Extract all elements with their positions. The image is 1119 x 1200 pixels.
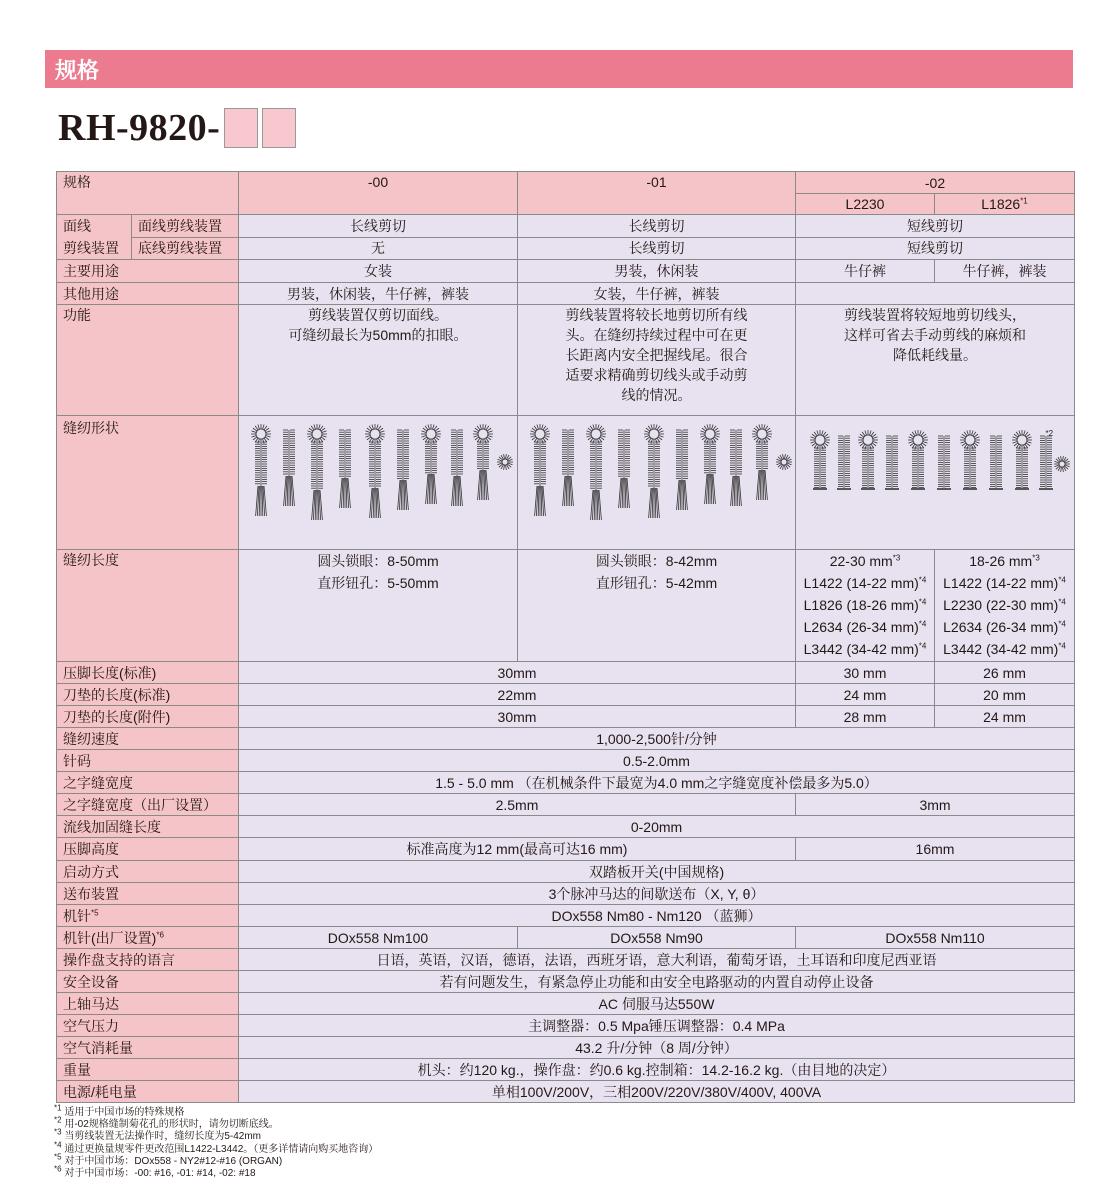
cell-value: 主调整器：0.5 Mpa锤压调整器：0.4 MPa	[239, 1015, 1075, 1037]
row-label: 空气压力	[57, 1015, 239, 1037]
row-label: 针码	[57, 750, 239, 772]
table-row	[57, 993, 1075, 1015]
table-row	[57, 416, 1075, 550]
footnote: $^{*3}$ 当剪线装置无法操作时，缝纫长度为5-42mm	[54, 1128, 262, 1143]
header-l1826: L1826$^{*1}$	[935, 194, 1075, 215]
table-row	[57, 927, 1075, 949]
cell-sew-length-00: 圆头锁眼：8-50mm 直形钮孔：5-50mm	[239, 550, 518, 662]
cell-value: 剪线装置将较长地剪切所有线 头。在缝纫持续过程中可在更 长距离内安全把握线尾。很合 适要求精确剪切线头或手动剪 线的情况。	[518, 305, 796, 416]
table-row	[57, 260, 1075, 283]
label-trimmer-group: 面线 剪线装置	[57, 215, 132, 260]
row-label: 安全设备	[57, 971, 239, 993]
cell-value: 短线剪切	[796, 237, 1075, 260]
buttonhole-stitch-icon	[837, 436, 851, 489]
header-l2230: L2230	[796, 194, 935, 215]
cell-value: DOx558 Nm100	[239, 927, 518, 949]
header-spec: 规格	[57, 172, 239, 215]
buttonhole-stitch-icon	[473, 424, 493, 500]
buttonhole-stitch-icon	[810, 430, 830, 489]
cell-value: 1,000-2,500针/分钟	[239, 728, 1075, 750]
cell-value: 1.5 - 5.0 mm （在机械条件下最宽为4.0 mm之字缝宽度补偿最多为5.0）	[239, 772, 1075, 794]
cell-value: DOx558 Nm80 - Nm120 （蓝狮）	[239, 905, 1075, 927]
cell-value: 0-20mm	[239, 816, 1075, 838]
cell-value: 男装，休闲装，牛仔裤，裤装	[239, 283, 518, 305]
buttonhole-stitch-icon	[730, 430, 742, 506]
model-suffix-box	[262, 108, 296, 148]
cell-value: 20 mm	[935, 684, 1075, 706]
cell-value: 女装，牛仔裤，裤装	[518, 283, 796, 305]
cell-value: 日语，英语，汉语，德语，法语，西班牙语，意大利语，葡萄牙语，土耳语和印度尼西亚语	[239, 949, 1075, 971]
table-row	[57, 237, 1075, 260]
cell-value: AC 伺服马达550W	[239, 993, 1075, 1015]
row-label: 之字缝宽度	[57, 772, 239, 794]
row-label: 主要用途	[57, 260, 239, 283]
row-label: 压脚长度(标准)	[57, 662, 239, 684]
cell-value: 2.5mm	[239, 794, 796, 816]
cell-sew-length-02a: 22-30 $mm^{*3}$ L1422 (14-22 mm)$^{*4}$ L1826 (18-26 mm)$^{*4}$ L2634 (26-34 mm)$^{*4}$ L3442 (34-42 mm)$^{*4}$	[796, 550, 935, 662]
footnote: $^{*6}$ 对于中国市场：-00: #16, -01: #14, -02: #18	[54, 1164, 256, 1180]
note-marker: *2	[1045, 428, 1054, 438]
buttonhole-stitch-icon	[960, 430, 980, 489]
row-label: 机针(出厂设置)$^{*6}$	[57, 927, 239, 949]
cell-value: 双踏板开关(中国规格)	[239, 861, 1075, 883]
cell-value: 30 mm	[796, 662, 935, 684]
cell-stitch-01	[518, 416, 796, 550]
footnote: $^{*4}$ 通过更换量规零件更改范围L1422-L3442。（更多详情请向购买地咨询）	[54, 1140, 379, 1155]
footnotes	[54, 1103, 379, 1180]
stitch-shapes-long-01	[522, 418, 792, 548]
cell-value: 长线剪切	[518, 237, 796, 260]
cell-value: DOx558 Nm110	[796, 927, 1075, 949]
section-title: 规格	[55, 59, 100, 84]
row-label: 刀垫的长度(标准)	[57, 684, 239, 706]
cell-value: 24 mm	[935, 706, 1075, 728]
table-row	[57, 816, 1075, 838]
table-row	[57, 305, 1075, 416]
table-row	[57, 905, 1075, 927]
buttonhole-stitch-icon	[365, 424, 385, 518]
buttonhole-stitch-icon	[339, 430, 351, 508]
cell-value: 女装	[239, 260, 518, 283]
cell-value: 长线剪切	[518, 215, 796, 238]
cell-value: 28 mm	[796, 706, 935, 728]
buttonhole-stitch-icon	[676, 430, 688, 510]
cell-value: 剪线装置仅剪切面线。 可缝纫最长为50mm的扣眼。	[239, 305, 518, 416]
cell-value: 26 mm	[935, 662, 1075, 684]
table-row	[57, 283, 1075, 305]
footnote: $^{*1}$ 适用于中国市场的特殊规格	[54, 1103, 185, 1118]
label-needle-trimmer: 面线剪线装置	[132, 215, 239, 238]
row-label: 缝纫长度	[57, 550, 239, 662]
header-02: -02	[796, 172, 1075, 194]
cell-value: 若有问题发生，有紧急停止功能和由安全电路驱动的内置自动停止设备	[239, 971, 1075, 993]
table-row	[57, 728, 1075, 750]
cell-value: 30mm	[239, 706, 796, 728]
buttonhole-stitch-icon	[451, 430, 463, 506]
cell-value: 3个脉冲马达的间歇送布（X, Y, θ）	[239, 883, 1075, 905]
cell-value: 22mm	[239, 684, 796, 706]
buttonhole-stitch-icon	[397, 430, 409, 510]
buttonhole-stitch-icon	[858, 430, 878, 489]
buttonhole-stitch-icon	[421, 424, 441, 504]
buttonhole-stitch-icon	[989, 436, 1003, 489]
stitch-shapes-short-02	[800, 418, 1070, 548]
table-row	[57, 1081, 1075, 1103]
header-00: -00	[239, 172, 518, 215]
table-row	[57, 883, 1075, 905]
cell-sew-length-02b: 18-26 $mm^{*3}$ L1422 (14-22 mm)$^{*4}$ L2230 (22-30 mm)$^{*4}$ L2634 (26-34 mm)$^{*4}$ L3442 (34-42 mm)$^{*4}$	[935, 550, 1075, 662]
cell-value: 机头：约120 kg.，操作盘：约0.6 kg.控制箱：14.2-16.2 kg.（由目地的决定）	[239, 1059, 1075, 1081]
row-label: 流线加固缝长度	[57, 816, 239, 838]
buttonhole-stitch-icon	[530, 424, 550, 516]
table-row	[57, 861, 1075, 883]
label-bobbin-trimmer: 底线剪线装置	[132, 237, 239, 260]
model-heading	[58, 104, 296, 152]
eyelet-stitch-icon	[1054, 456, 1070, 472]
cell-value: 43.2 升/分钟（8 周/分钟）	[239, 1037, 1075, 1059]
cell-value: 单相100V/200V，三相200V/220V/380V/400V, 400VA	[239, 1081, 1075, 1103]
row-label: 缝纫速度	[57, 728, 239, 750]
buttonhole-stitch-icon	[618, 430, 630, 508]
row-label: 上轴马达	[57, 993, 239, 1015]
buttonhole-stitch-icon	[937, 436, 951, 489]
row-label: 机针$^{*5}$	[57, 905, 239, 927]
table-row	[57, 550, 1075, 662]
row-label: 空气消耗量	[57, 1037, 239, 1059]
cell-value: 标准高度为12 mm(最高可达16 mm)	[239, 838, 796, 861]
cell-value: 30mm	[239, 662, 796, 684]
cell-value: 剪线装置将较短地剪切线头， 这样可省去手动剪线的麻烦和 降低耗线量。	[796, 305, 1075, 416]
table-row	[57, 971, 1075, 993]
table-row	[57, 750, 1075, 772]
table-row	[57, 215, 1075, 238]
buttonhole-stitch-icon	[251, 424, 271, 516]
cell-value: 短线剪切	[796, 215, 1075, 238]
cell-stitch-02	[796, 416, 1075, 550]
cell-value: 牛仔裤	[796, 260, 935, 283]
cell-stitch-00	[239, 416, 518, 550]
buttonhole-stitch-icon	[1012, 430, 1032, 489]
row-label: 启动方式	[57, 861, 239, 883]
row-label: 送布装置	[57, 883, 239, 905]
table-row	[57, 1037, 1075, 1059]
table-row	[57, 706, 1075, 728]
cell-value: 16mm	[796, 838, 1075, 861]
header-01: -01	[518, 172, 796, 215]
buttonhole-stitch-icon	[586, 424, 606, 520]
buttonhole-stitch-icon	[752, 424, 772, 500]
cell-sew-length-01: 圆头锁眼：8-42mm 直形钮孔：5-42mm	[518, 550, 796, 662]
table-row	[57, 949, 1075, 971]
cell-value: 0.5-2.0mm	[239, 750, 1075, 772]
buttonhole-stitch-icon	[700, 424, 720, 504]
cell-value: 长线剪切	[239, 215, 518, 238]
table-row	[57, 684, 1075, 706]
buttonhole-stitch-icon	[562, 430, 574, 506]
table-row	[57, 772, 1075, 794]
cell-value: 3mm	[796, 794, 1075, 816]
buttonhole-stitch-icon	[283, 430, 295, 506]
table-row	[57, 1015, 1075, 1037]
row-label: 刀垫的长度(附件)	[57, 706, 239, 728]
cell-value: 无	[239, 237, 518, 260]
model-title: RH-9820-	[58, 107, 221, 149]
eyelet-stitch-icon	[497, 454, 513, 470]
stitch-shapes-long-00	[243, 418, 513, 548]
spec-table	[56, 171, 1075, 1103]
section-banner	[45, 50, 1073, 88]
row-label: 电源/耗电量	[57, 1081, 239, 1103]
buttonhole-stitch-icon	[908, 430, 928, 489]
table-row	[57, 794, 1075, 816]
row-label: 重量	[57, 1059, 239, 1081]
footnote: $^{*5}$ 对于中国市场：DOx558 - NY2#12-#16 (ORGAN)	[54, 1152, 283, 1167]
table-row	[57, 662, 1075, 684]
eyelet-stitch-icon	[776, 454, 792, 470]
row-label: 操作盘支持的语言	[57, 949, 239, 971]
cell-value	[796, 283, 1075, 305]
buttonhole-stitch-icon	[885, 436, 899, 489]
cell-value: 牛仔裤，裤装	[935, 260, 1075, 283]
row-label: 之字缝宽度（出厂设置）	[57, 794, 239, 816]
table-row	[57, 172, 1075, 194]
row-label: 其他用途	[57, 283, 239, 305]
cell-value: 男装，休闲装	[518, 260, 796, 283]
model-suffix-box	[224, 108, 258, 148]
cell-value: DOx558 Nm90	[518, 927, 796, 949]
buttonhole-stitch-icon	[307, 424, 327, 520]
row-label: 压脚高度	[57, 838, 239, 861]
cell-value: 24 mm	[796, 684, 935, 706]
table-row	[57, 1059, 1075, 1081]
buttonhole-stitch-icon	[644, 424, 664, 518]
table-row	[57, 838, 1075, 861]
footnote: $^{*2}$ 用-02规格缝制菊花孔的形状时，请勿切断底线。	[54, 1115, 279, 1131]
row-label: 缝纫形状	[57, 416, 239, 550]
row-label: 功能	[57, 305, 239, 416]
